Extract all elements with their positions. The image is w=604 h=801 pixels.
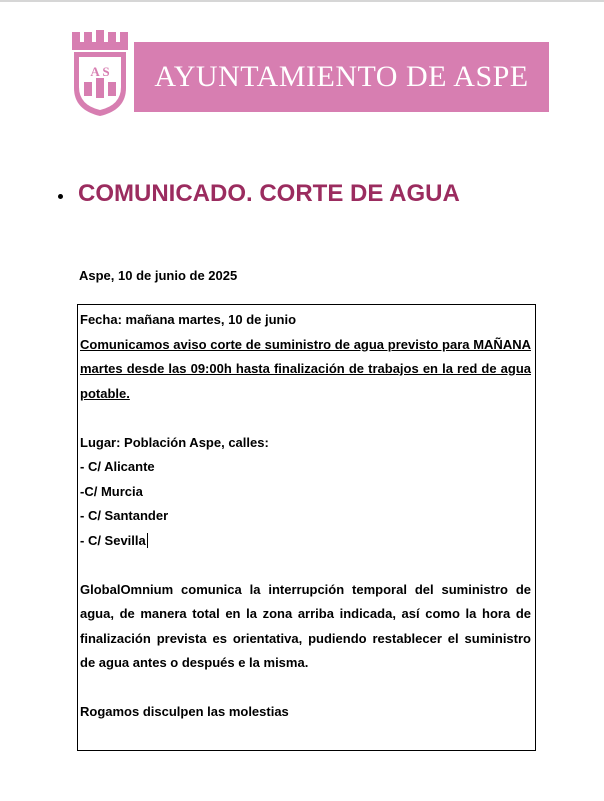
info-paragraph: GlobalOmnium comunica la interrupción temporal del suministro de agua, de manera total en la zona arriba indicada, así como la hora de finalización prevista es orientativa, pudiendo restablecer el suministro de agua antes o después e la misma. [80, 581, 531, 670]
street-item: -C/ Murcia [80, 483, 143, 499]
heading-row [58, 180, 460, 208]
text-cursor [147, 533, 148, 548]
banner-title: AYUNTAMIENTO DE ASPE [154, 60, 529, 93]
logo-letters: A S [90, 64, 110, 79]
closing-line: Rogamos disculpen las molestias [80, 704, 289, 719]
street-item: - C/ Alicante [80, 459, 155, 474]
top-border [0, 0, 604, 2]
date-line: Aspe, 10 de junio de 2025 [79, 268, 238, 283]
fecha-line: Fecha: mañana martes, 10 de junio [80, 312, 297, 327]
street-item: - C/ Santander [80, 508, 169, 523]
header-banner [134, 42, 549, 112]
lugar-line: Lugar: Población Aspe, calles: [80, 434, 269, 450]
bullet-icon [58, 194, 63, 199]
notice-box[interactable] [77, 304, 536, 751]
aviso-paragraph: Comunicamos aviso corte de suministro de agua previsto para MAÑANA martes desde las 09:00h hasta finalización de trabajos en la red de agua potable. [80, 336, 531, 401]
street-item: - C/ Sevilla [80, 532, 146, 548]
coat-of-arms-logo [70, 30, 130, 120]
page-title: COMUNICADO. CORTE DE AGUA [78, 180, 460, 207]
